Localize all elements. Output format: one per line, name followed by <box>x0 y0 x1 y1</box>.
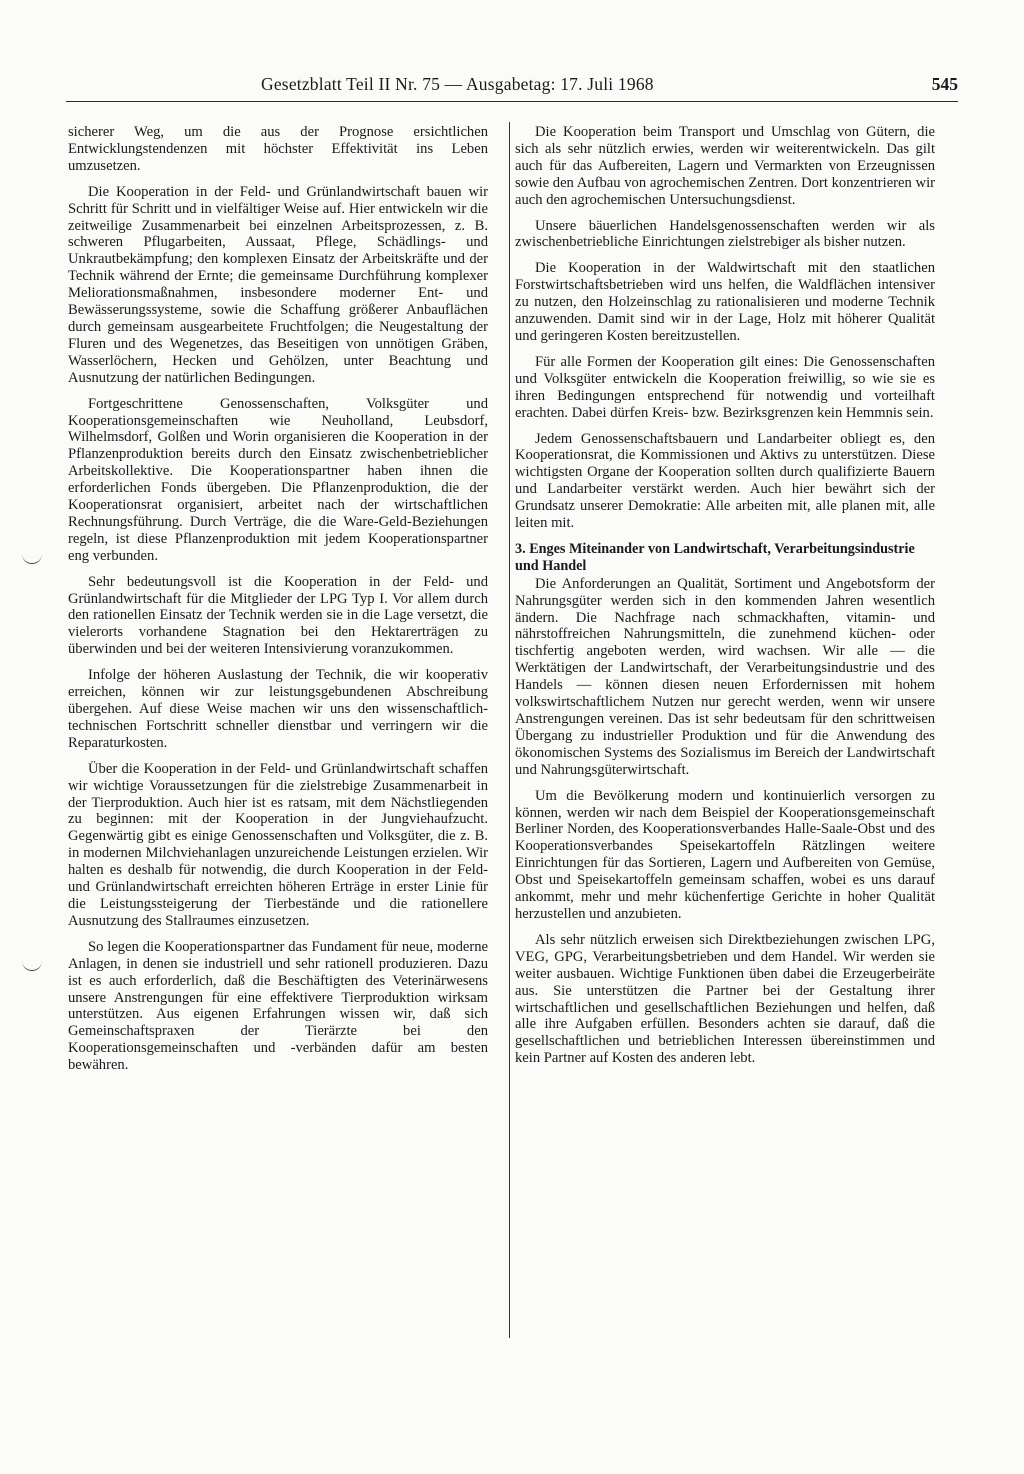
paragraph: Sehr bedeutungsvoll ist die Kooperation in der Feld- und Grünlandwirtschaft für die Mitglieder der LPG Typ I. Vor allem durch den rationellen Einsatz der Technik werden sie in die Lage versetzt, die vielerorts vorhandene Stagnation bei den Hektarerträgen zu überwinden und bei der weiteren Intensivierung voranzukommen. <box>68 573 488 658</box>
paragraph: So legen die Kooperationspartner das Fundament für neue, moderne Anlagen, in denen sie industriell und sehr rationell produzieren. Dazu ist es auch erforderlich, daß die Beschäftigten des Veterinärwesens unsere Anstrengungen für eine effektivere Tierproduktion wirksam unterstützen. Aus eigenen Erfahrungen wissen wir, daß sich Gemeinschaftspraxen der Tierärzte bei den Kooperationsgemeinschaften und -verbänden dafür am besten bewähren. <box>68 938 488 1074</box>
left-column <box>68 124 488 1074</box>
margin-mark <box>22 960 42 971</box>
right-column <box>515 124 935 1067</box>
paragraph: Jedem Genossenschaftsbauern und Landarbeiter obliegt es, den Kooperationsrat, die Kommissionen und Aktivs zu unterstützen. Diese wichtigsten Organe der Kooperation sollten durch qualifizierte Bauern und Landarbeiter verstärkt werden. Auch hier bewährt sich der Grundsatz unserer Demokratie: Alle arbeiten mit, alle planen mit, alle leiten mit. <box>515 430 935 532</box>
paragraph: Die Kooperation in der Feld- und Grünlandwirtschaft bauen wir Schritt für Schritt und in vielfältiger Weise auf. Hier entwickeln wir die zeitweilige Zusammenarbeit bei einzelnen Arbeitsprozessen, z. B. schweren Pflugarbeiten, Aussaat, Pflege, Schädlings- und Unkrautbekämpfung; den komplexen Einsatz der Arbeitskräfte und der Technik während der Ernte; die gemeinsame Durchführung komplexer Meliorationsmaßnahmen, insbesondere moderner Ent- und Bewässerungssysteme, sowie die Schaffung größerer Anbauflächen durch gemeinsam ausgearbeitete Fruchtfolgen; die Neugestaltung der Fluren und des Wegenetzes, das Beseitigen von unnötigen Gräben, Wasserlöchern, Hecken und Gehölzen, unter Beachtung und Ausnutzung der natürlichen Bedingungen. <box>68 183 488 386</box>
page-number: 545 <box>931 74 958 94</box>
paragraph: sicherer Weg, um die aus der Prognose ersichtlichen Entwicklungstendenzen mit höchster Effektivität ins Leben umzusetzen. <box>68 124 488 174</box>
page-header <box>66 74 958 100</box>
paragraph: Für alle Formen der Kooperation gilt eines: Die Genossenschaften und Volksgüter entwickeln die Kooperation freiwillig, so wie sie es ihren Bedingungen entsprechend für notwendig und vorteilhaft erachten. Dabei dürfen Kreis- bzw. Bezirksgrenzen kein Hemmnis sein. <box>515 353 935 421</box>
paragraph: Unsere bäuerlichen Handelsgenossenschaften werden wir als zwischenbetriebliche Einrichtungen zielstrebiger als bisher nutzen. <box>515 217 935 251</box>
margin-mark <box>22 553 42 564</box>
paragraph: Als sehr nützlich erweisen sich Direktbeziehungen zwischen LPG, VEG, GPG, Verarbeitungsbetrieben und dem Handel. Wir werden sie weiter ausbauen. Wichtige Funktionen üben dabei die Erzeugerbeiräte aus. Sie unterstützen die Partner bei der Gestaltung ihrer wirtschaftlichen und gesellschaftlichen Beziehungen und helfen, daß alle ihre Aufgaben erfüllen. Besonders achten sie darauf, daß die gesellschaftlichen und betrieblichen Interessen übereinstimmen und kein Partner auf Kosten des anderen lebt. <box>515 931 935 1067</box>
paragraph: Die Kooperation in der Waldwirtschaft mit den staatlichen Forstwirtschaftsbetrieben wird uns helfen, die Waldflächen intensiver zu nutzen, den Holzeinschlag zu rationalisieren und moderne Technik anzuwenden. Damit sind wir in der Lage, Holz mit höherer Qualität und geringeren Kosten bereitzustellen. <box>515 260 935 344</box>
paragraph: Um die Bevölkerung modern und kontinuierlich versorgen zu können, werden wir nach dem Beispiel der Kooperationsgemeinschaft Berliner Norden, des Kooperationsverbandes Halle-Saale-Obst und des Kooperationsverbandes Speisekartoffeln Rätzlingen weitere Einrichtungen für das Sortieren, Lagern und Aufbereiten von Gemüse, Obst und Speisekartoffeln gemeinsam schaffen, wobei es uns darauf ankommt, mehr und mehr küchenfertige Gerichte in hoher Qualität herzustellen und anzubieten. <box>515 787 935 922</box>
header-title: Gesetzblatt Teil II Nr. 75 — Ausgabetag: 17. Juli 1968 <box>261 74 654 94</box>
paragraph: Die Kooperation beim Transport und Umschlag von Gütern, die sich als sehr nützlich erwies, werden wir weiterentwickeln. Das gilt auch für das Aufbereiten, Lagern und Vermarkten von Erzeugnissen sowie den Aufbau von agrochemischen Zentren. Dort konzentrieren wir auch den agrochemischen Untersuchungsdienst. <box>515 124 935 208</box>
section-heading: 3. Enges Miteinander von Landwirtschaft, Verarbeitungsindustrie und Handel <box>515 540 915 574</box>
header-divider <box>66 101 958 102</box>
paragraph: Fortgeschrittene Genossenschaften, Volksgüter und Kooperationsgemeinschaften wie Neuholland, Leubsdorf, Wilhelmsdorf, Golßen und Worin organisieren die Kooperation in der Pflanzenproduktion bereits durch den Einsatz zwischenbetrieblicher Arbeitskollektive. Die Kooperationspartner haben ihnen die erforderlichen Fonds übergeben. Die Pflanzenproduktion, die der Kooperationsrat organisiert, arbeitet nach der wirtschaftlichen Rechnungsführung. Durch Verträge, die die Ware-Geld-Beziehungen regeln, ist diese Pflanzenproduktion mit jedem Kooperationspartner eng verbunden. <box>68 395 488 564</box>
paragraph: Über die Kooperation in der Feld- und Grünlandwirtschaft schaffen wir wichtige Voraussetzungen für die zielstrebige Zusammenarbeit in der Tierproduktion. Auch hier ist es ratsam, mit dem Nächstliegenden zu beginnen: mit der Kooperation in der Jungviehaufzucht. Gegenwärtig gibt es einige Genossenschaften und Volksgüter, die z. B. in modernen Milchviehanlagen unzureichende Leistungen erzielen. Wir halten es deshalb für notwendig, die durch Kooperation in der Feld- und Grünlandwirtschaft erreichten höheren Erträge in erster Linie für die Leistungssteigerung der Tierbestände und die rationellere Ausnutzung des Stallraumes einzusetzen. <box>68 760 488 929</box>
column-divider <box>509 122 510 1338</box>
paragraph: Die Anforderungen an Qualität, Sortiment und Angebotsform der Nahrungsgüter werden sich in den kommenden Jahren wesentlich ändern. Die Nachfrage nach schmackhaften, vitamin- und nährstoffreichen Nahrungsmitteln, die zunehmend küchen- oder tischfertig angeboten werden, wird wachsen. Wir alle — die Werktätigen der Landwirtschaft, der Verarbeitungsindustrie und des Handels — können diesen neuen Erfordernissen mit hohem volkswirtschaftlichem Nutzen nur gerecht werden, wenn wir unsere Anstrengungen vereinen. Das ist sehr bedeutsam für den schrittweisen Übergang zu industrieller Produktion und für die Anwendung des ökonomischen Systems des Sozialismus im Bereich der Landwirtschaft und Nahrungsgüterwirtschaft. <box>515 575 935 778</box>
paragraph: Infolge der höheren Auslastung der Technik, die wir kooperativ erreichen, können wir zur leistungsgebundenen Abschreibung übergehen. Auf diese Weise machen wir uns den wissenschaftlich-technischen Fortschritt schneller dienstbar und verringern wir die Reparaturkosten. <box>68 667 488 751</box>
